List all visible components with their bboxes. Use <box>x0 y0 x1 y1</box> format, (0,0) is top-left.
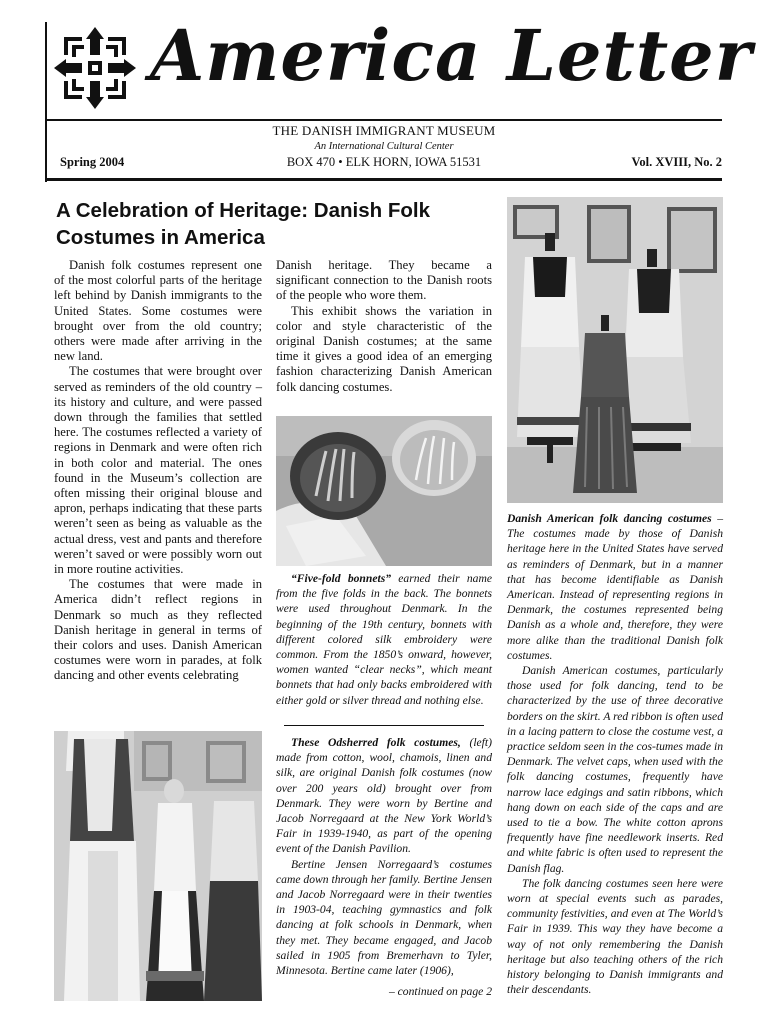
article-paragraph: The costumes that were made in America didn’t reflect regions in Denmark so much as they reflected Danish heritage in general in terms of their colors and uses. Danish American costumes were worn in parades, at folk dancing and other events celebrating <box>54 577 262 683</box>
caption-separator <box>284 725 484 726</box>
article-paragraph: This exhibit shows the variation in color and style characteristic of the original Danish costumes; at the same time it gives a good idea of an emerging fashion characterizing Danish American folk dancing costumes. <box>276 303 492 394</box>
caption-text: (left) made from cotton, wool, chamois, linen and silk, are original Danish folk costumes (now over 200 years old) brought over from Denmark. They were worn by Bertine and Jacob Norregaard at the New York World’s Fair in 1939-1940, as part of the opening event of the Danish Pavilion. <box>276 736 492 856</box>
caption-paragraph: Bertine Jensen Norregaard’s costumes came down through her family. Bertine Jensen and Jacob Norregaard were in their twenties in 1903-04, teaching gymnastics and folk dancing at folk schools in Denmark, when they met. They became engaged, and Jacob sailed in 1905 from Bremerhavn to Tyler, Minnesota. Bertine came later (1906), <box>276 857 492 978</box>
odsherred-caption <box>276 735 492 978</box>
museum-address: BOX 470 • ELK HORN, IOWA 51531 <box>286 155 482 169</box>
article-column-2 <box>276 258 492 395</box>
caption-lead: These Odsherred folk costumes, <box>291 736 461 749</box>
masthead-rule-top <box>46 119 722 121</box>
issue-season: Spring 2004 <box>60 155 125 169</box>
bonnet-photo <box>276 416 492 566</box>
article-column-1 <box>54 258 262 684</box>
caption-text: earned their name from the five folds in the back. The bonnets were used throughout Denmark. In the beginning of the 19th century, bonnets with different colored silk embroidery were common. From the 1850’s onward, however, women wanted “clear necks”, which meant bonnets that had only backs embroidered with either gold or silver thread and nothing else. <box>276 572 492 707</box>
article-paragraph: The costumes that were brought over served as reminders of the old country – its history and culture, and were passed down through the families that settled here. The costumes reflected a variety of regions in Denmark and were often rich in both color and material. The ones found in the Museum’s collection are often missing their original blouse and apron, perhaps indicating that these parts weren’t seen as being as valuable as the actual dress, vest and pants and therefore weren’t saved or were possibly worn out in more routine activities. <box>54 364 262 577</box>
folk-dancing-caption <box>507 511 723 998</box>
article-headline: A Celebration of Heritage: Danish Folk Costumes in America <box>56 199 430 249</box>
caption-paragraph: The folk dancing costumes seen here were worn at special events such as parades, community festivities, and even at The World’s Fair in 1939. This way they have become a way of not only remembering the Danish heritage but also teaching others of the rich history belonging to Danish immigrants and their descendants. <box>507 876 723 997</box>
museum-subtitle: An International Cultural Center <box>314 141 454 152</box>
masthead-rule-bottom <box>46 178 722 181</box>
continued-note: – continued on page 2 <box>388 985 492 998</box>
issue-volume: Vol. XVIII, No. 2 <box>631 155 722 169</box>
masthead-title: America Letter <box>150 14 753 97</box>
article-paragraph: Danish heritage. They became a significant connection to the Danish roots of the people who wore them. <box>276 258 492 303</box>
caption-paragraph: Danish American costumes, particularly those used for folk dancing, tend to be characterized by the use of three decorative borders on the skirt. A red ribbon is often used in a lacing pattern to close the costume vest, a practice seldom seen in the cos-tumes made in Denmark. The velvet caps, when used with the folk dancing costumes, frequently have narrow lace edgings and satin ribbons, which hang down on each side of the caps and are used to tie a bow. The white cotton aprons frequently have fine needlework inserts. Red and white fabric is often used to represent the Danish flag. <box>507 664 723 875</box>
article-paragraph: Danish folk costumes represent one of the most colorful parts of the heritage left behind by Danish immigrants to the United States. Some costumes were brought over from the old country; others were made after arriving in the new land. <box>54 258 262 364</box>
bonnet-caption <box>276 571 492 708</box>
odsherred-costumes-photo <box>54 731 262 1001</box>
folk-dancing-costumes-photo <box>507 197 723 503</box>
museum-name: THE DANISH IMMIGRANT MUSEUM <box>272 123 496 138</box>
caption-text: – The costumes made by those of Danish heritage here in the United States have served as reminders of Denmark, but in a manner that has become identifiable as Danish American. Instead of representing regions in Denmark, the costumes represented being Danish as a whole and, therefore, they were more alike than the traditional Danish folk costumes. <box>507 512 723 662</box>
ornamental-cross-logo-icon <box>52 25 138 111</box>
caption-lead: “Five-fold bonnets” <box>291 572 392 585</box>
caption-lead: Danish American folk dancing costumes <box>507 512 712 525</box>
